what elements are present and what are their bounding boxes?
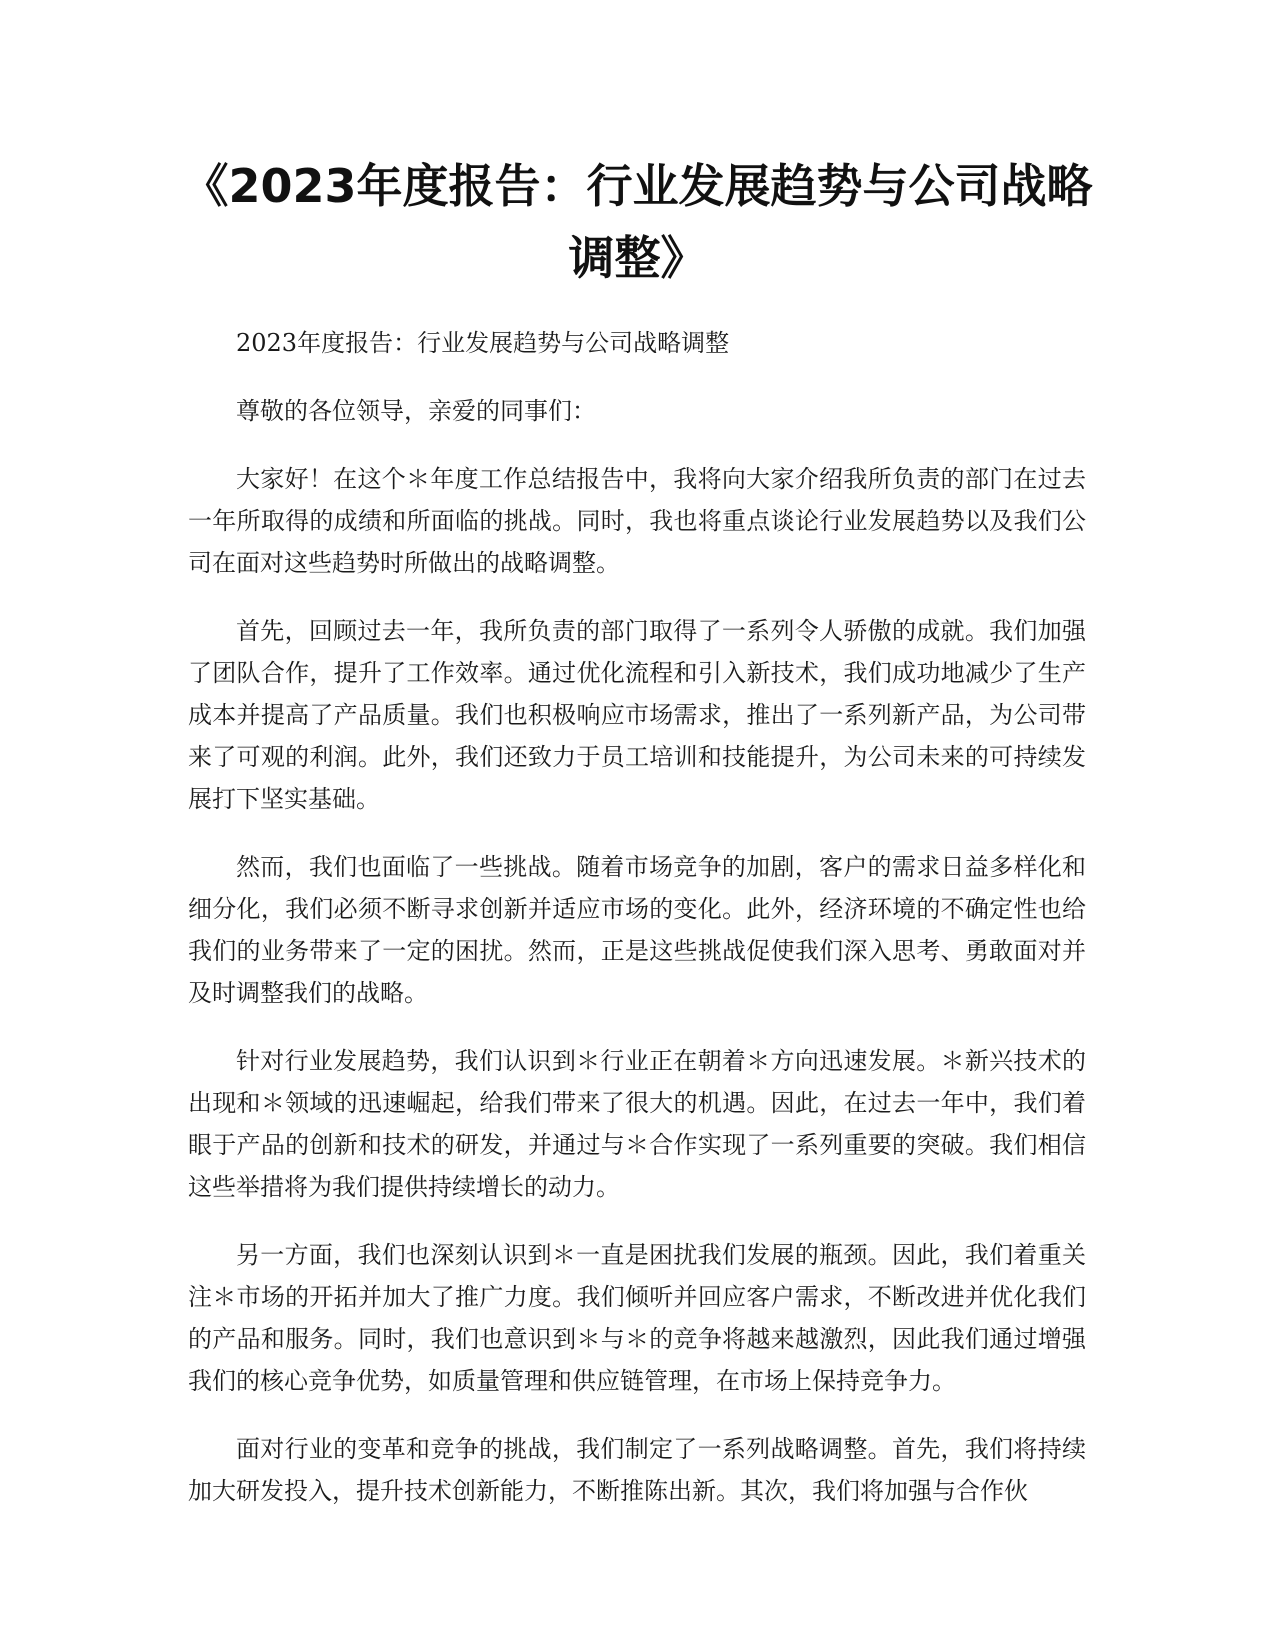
paragraph-strategy-adjustment: 面对行业的变革和竞争的挑战，我们制定了一系列战略调整。首先，我们将持续加大研发投入，提升技术创新能力，不断推陈出新。其次，我们将加强与合作伙 bbox=[188, 1435, 1086, 1505]
paragraph-introduction: 大家好！在这个＊年度工作总结报告中，我将向大家介绍我所负责的部门在过去一年所取得的成绩和所面临的挑战。同时，我也将重点谈论行业发展趋势以及我们公司在面对这些趋势时所做出的战略调整。 bbox=[188, 465, 1086, 577]
document-body bbox=[188, 322, 1086, 1538]
paragraph-salutation: 尊敬的各位领导，亲爱的同事们： bbox=[236, 397, 596, 425]
paragraph-report-heading: 2023年度报告：行业发展趋势与公司战略调整 bbox=[236, 329, 730, 357]
paragraph-industry-trends: 针对行业发展趋势，我们认识到＊行业正在朝着＊方向迅速发展。＊新兴技术的出现和＊领域的迅速崛起，给我们带来了很大的机遇。因此，在过去一年中，我们着眼于产品的创新和技术的研发，并通过与＊合作实现了一系列重要的突破。我们相信这些举措将为我们提供持续增长的动力。 bbox=[188, 1047, 1086, 1201]
document-title: 《2023年度报告：行业发展趋势与公司战略调整》 bbox=[182, 159, 1093, 285]
paragraph-market-focus: 另一方面，我们也深刻认识到＊一直是困扰我们发展的瓶颈。因此，我们着重关注＊市场的开拓并加大了推广力度。我们倾听并回应客户需求，不断改进并优化我们的产品和服务。同时，我们也意识到＊与＊的竞争将越来越激烈，因此我们通过增强我们的核心竞争优势，如质量管理和供应链管理，在市场上保持竞争力。 bbox=[188, 1241, 1086, 1395]
paragraph-achievements: 首先，回顾过去一年，我所负责的部门取得了一系列令人骄傲的成就。我们加强了团队合作，提升了工作效率。通过优化流程和引入新技术，我们成功地减少了生产成本并提高了产品质量。我们也积极响应市场需求，推出了一系列新产品，为公司带来了可观的利润。此外，我们还致力于员工培训和技能提升，为公司未来的可持续发展打下坚实基础。 bbox=[188, 617, 1086, 813]
paragraph-challenges: 然而，我们也面临了一些挑战。随着市场竞争的加剧，客户的需求日益多样化和细分化，我们必须不断寻求创新并适应市场的变化。此外，经济环境的不确定性也给我们的业务带来了一定的困扰。然而，正是这些挑战促使我们深入思考、勇敢面对并及时调整我们的战略。 bbox=[188, 853, 1086, 1007]
